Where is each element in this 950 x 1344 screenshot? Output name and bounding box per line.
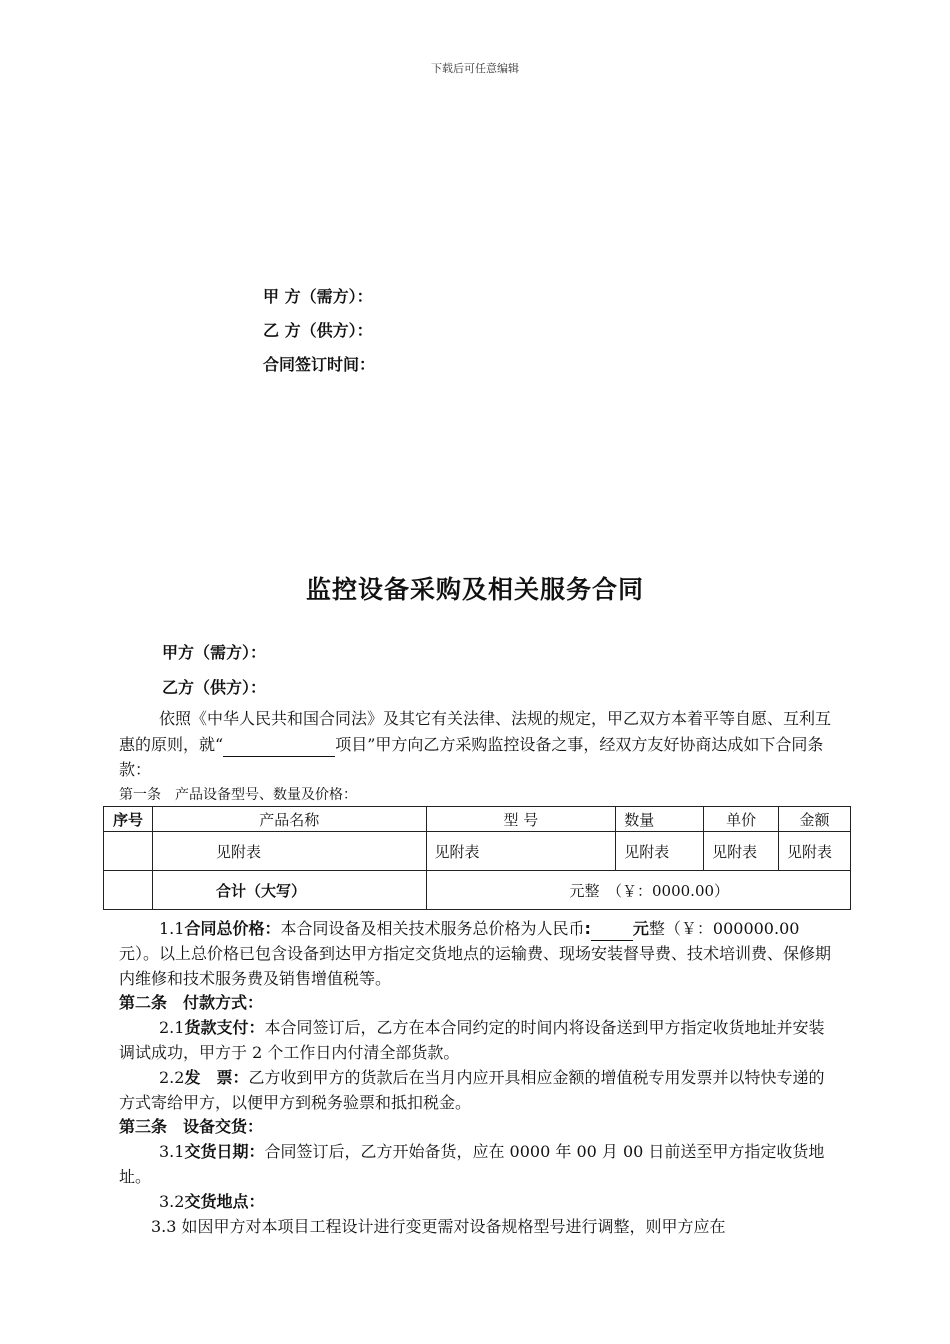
table-header-row — [104, 807, 851, 832]
clause-title: 交货地点： — [184, 1192, 265, 1211]
product-table — [103, 806, 851, 910]
table-row — [104, 832, 851, 871]
clause-text: 整（￥：000000.00 元）。以上总价格已包含设备到达甲方指定交货地点的运输费、现场安装督导费、技术培训费、保修期内维修和技术服务费及销售增值税等。 — [119, 919, 832, 988]
intro-text-2: 项目”甲方向乙方采购监控设备之事，经双方友好协商达成如下合同条款： — [119, 735, 824, 779]
table-cell — [104, 832, 153, 871]
cover-party-b: 乙 方（供方）： — [263, 321, 373, 340]
clause-title: 发 票： — [184, 1068, 249, 1087]
total-value: 元整 （￥：0000.00） — [426, 871, 851, 910]
table-cell: 见附表 — [779, 832, 851, 871]
party-b-label: 乙方（供方）： — [162, 678, 267, 697]
intro-text-1: 依照《中华人民共和国合同法》及其它有关法律、法规的规定，甲乙双方本着平等自愿、互利互惠的原则，就“ — [119, 709, 832, 754]
clause-number: 2.2 — [159, 1068, 185, 1087]
clause-title: 交货日期： — [184, 1142, 265, 1161]
clause-text: 合同签订后，乙方开始备货，应在 0000 年 00 月 00 日前送至甲方指定收货地址。 — [119, 1142, 825, 1186]
clause-text: 乙方收到甲方的货款后在当月内应开具相应金额的增值税专用发票并以特快专递的方式寄给甲方，以便甲方到税务验票和抵扣税金。 — [119, 1068, 825, 1112]
table-cell: 见附表 — [426, 832, 616, 871]
clause-number: 2.1 — [159, 1018, 185, 1037]
clause-3-1 — [119, 1139, 839, 1189]
clause-title: 合同总价格： — [184, 919, 281, 938]
contract-title: 监控设备采购及相关服务合同 — [305, 575, 644, 604]
page-header-note: 下载后可任意编辑 — [431, 62, 519, 75]
table-cell — [104, 871, 153, 910]
cover-party-a: 甲 方（需方）： — [263, 287, 373, 306]
cover-sign-time: 合同签订时间： — [263, 355, 376, 374]
price-blank — [591, 915, 633, 941]
clause-colon: : — [584, 919, 591, 938]
clause-number: 3.1 — [159, 1142, 185, 1161]
table-cell: 见附表 — [152, 832, 426, 871]
clause-yuan: 元 — [632, 919, 649, 938]
clause-text: 本合同签订后，乙方在本合同约定的时间内将设备送到甲方指定收货地址并安装调试成功，甲方于 2 个工作日内付清全部货款。 — [119, 1018, 825, 1062]
table-header-cell: 产品名称 — [152, 807, 426, 832]
clause-number: 3.2 — [159, 1192, 185, 1211]
clause-3-3: 3.3 如因甲方对本项目工程设计进行变更需对设备规格型号进行调整，则甲方应在 — [151, 1217, 726, 1236]
clause-3-2 — [119, 1189, 839, 1214]
table-header-cell: 数量 — [616, 807, 704, 832]
clause-text: 本合同设备及相关技术服务总价格为人民币 — [280, 919, 585, 938]
table-header-cell: 序号 — [104, 807, 153, 832]
table-cell: 见附表 — [704, 832, 779, 871]
table-total-row — [104, 871, 851, 910]
total-label: 合计（大写） — [152, 871, 426, 910]
clause-number: 1.1 — [159, 919, 185, 938]
article-3-heading: 第三条 设备交货： — [119, 1117, 264, 1136]
article-1-heading: 第一条 产品设备型号、数量及价格： — [119, 787, 357, 803]
project-name-blank — [223, 731, 335, 757]
table-header-cell: 单价 — [704, 807, 779, 832]
article-2-heading: 第二条 付款方式： — [119, 993, 264, 1012]
clause-title: 货款支付： — [184, 1018, 265, 1037]
table-header-cell: 型 号 — [426, 807, 616, 832]
table-cell: 见附表 — [616, 832, 704, 871]
clause-1-1 — [119, 915, 839, 991]
party-a-label: 甲方（需方）： — [162, 643, 267, 662]
clause-2-2 — [119, 1065, 839, 1115]
clause-2-1 — [119, 1015, 839, 1065]
intro-paragraph — [119, 706, 839, 782]
table-header-cell: 金额 — [779, 807, 851, 832]
